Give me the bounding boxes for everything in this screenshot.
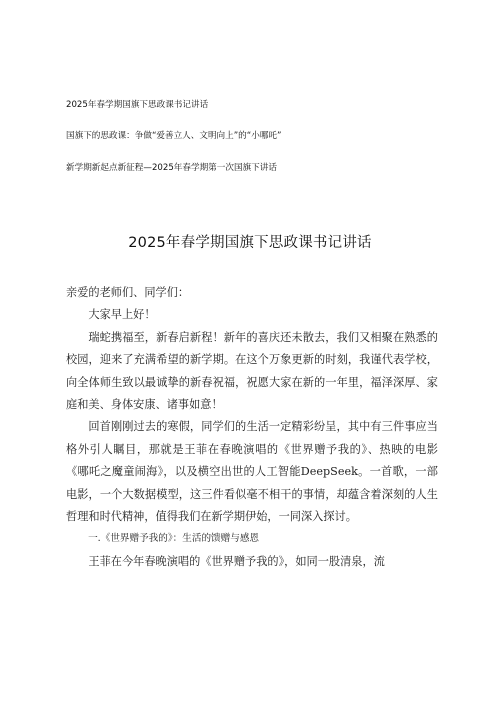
toc-item[interactable]: 2025年春学期国旗下思政课书记讲话 xyxy=(66,100,209,110)
toc-item[interactable]: 国旗下的思政课：争做“爱善立人、文明向上”的“小哪吒” xyxy=(66,131,282,141)
paragraph: 回首刚刚过去的寒假，同学们的生活一定精彩纷呈，其中有三件事应当格外引人瞩目，那就是王菲在春晚演唱的《世界赠予我的》、热映的电影《哪吒之魔童闹海》，以及横空出世的人工智能DeepSeek。一首歌，一部电影，一个大数据模型，这三件看似毫不相干的事情，却蕴含着深刻的人生哲理和时代精神，值得我们在新学期伊始，一同深入探讨。 xyxy=(66,420,438,524)
greeting: 大家早上好！ xyxy=(88,308,156,322)
document-body xyxy=(66,282,438,573)
salutation: 亲爱的老师们、同学们： xyxy=(66,286,190,299)
document-title: 2025年春学期国旗下思政课书记讲话 xyxy=(128,235,372,251)
paragraph: 王菲在今年春晚演唱的《世界赠予我的》，如同一股清泉，流 xyxy=(88,554,385,568)
section-heading: 一.《世界赠予我的》：生活的馈赠与感恩 xyxy=(88,533,260,545)
paragraph: 瑞蛇携福至，新春启新程！新年的喜庆还未散去，我们又相聚在熟悉的校园，迎来了充满希望的新学期。在这个万象更新的时刻，我谨代表学校，向全体师生致以最诚挚的新春祝福，祝愿大家在新的一年里，福泽深厚、家庭和美、身体安康、诸事如意！ xyxy=(66,330,438,412)
toc-item[interactable]: 新学期新起点新征程—2025年春学期第一次国旗下讲话 xyxy=(66,163,277,173)
